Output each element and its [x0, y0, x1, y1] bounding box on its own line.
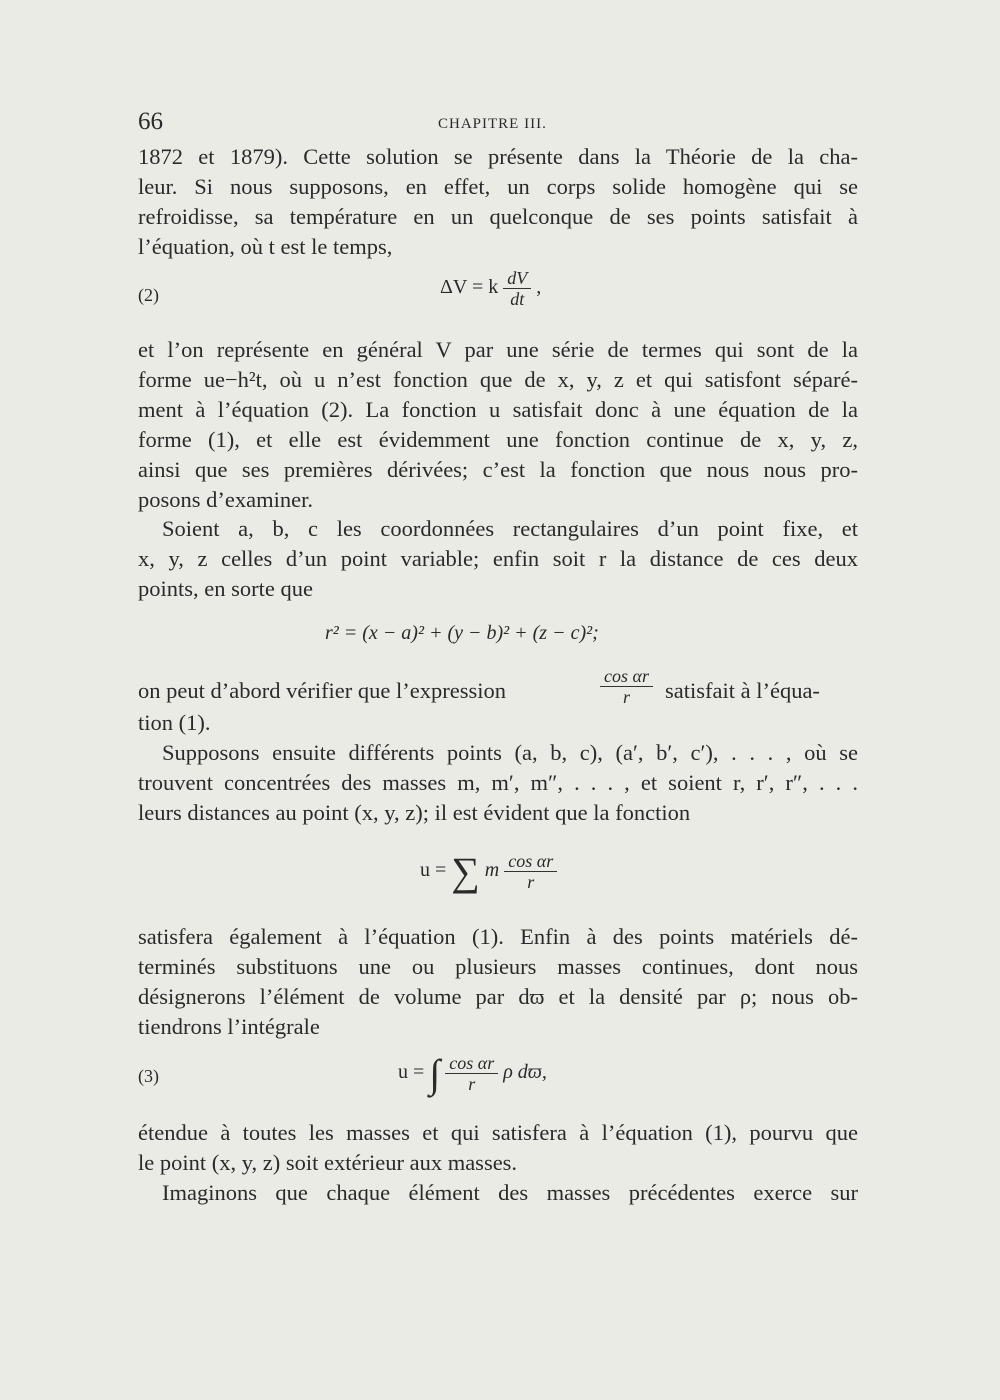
- equation-lhs: u =: [420, 859, 447, 882]
- text-line: Imaginons que chaque élément des masses précédentes exerce sur: [162, 1180, 858, 1205]
- fraction-numerator: cos αr: [600, 666, 653, 687]
- sum-sign: ∑: [451, 849, 480, 894]
- page-header: [138, 108, 860, 140]
- text-line: satisfera également à l’équation (1). Enfin à des points matériels dé-: [138, 924, 858, 949]
- fraction-denominator: r: [468, 1074, 476, 1094]
- fraction-denominator: r: [622, 687, 630, 707]
- fraction: [504, 851, 557, 892]
- fraction-numerator: cos αr: [445, 1053, 498, 1074]
- text-line: satisfait à l’équa-: [665, 678, 820, 703]
- equation-number: (2): [138, 285, 159, 305]
- text-line: on peut d’abord vérifier que l’expression: [138, 678, 506, 703]
- fraction-numerator: dV: [503, 268, 531, 289]
- text-line: Soient a, b, c les coordonnées rectangulaires d’un point fixe, et: [162, 516, 858, 541]
- text-line: Supposons ensuite différents points (a, b, c), (a′, b′, c′), . . . , où se: [162, 740, 858, 765]
- integral-sign: ∫: [429, 1051, 441, 1096]
- fraction: [503, 268, 531, 309]
- running-title: CHAPITRE III.: [438, 116, 547, 132]
- text-line: et l’on représente en général V par une série de termes qui sont de la: [138, 337, 858, 362]
- text-line: étendue à toutes les masses et qui satisfera à l’équation (1), pourvu que: [138, 1120, 858, 1145]
- text-line: le point (x, y, z) soit extérieur aux masses.: [138, 1150, 518, 1175]
- page-number: 66: [138, 108, 163, 135]
- equation-tail: ,: [536, 276, 542, 299]
- distance-equation: r² = (x − a)² + (y − b)² + (z − c)²;: [325, 622, 599, 644]
- sum-equation: [420, 848, 557, 895]
- text-line: tion (1).: [138, 710, 211, 735]
- fraction-denominator: r: [527, 872, 535, 892]
- text-line: forme (1), et elle est évidemment une fonction continue de x, y, z,: [138, 427, 858, 452]
- inline-expression: [600, 666, 653, 707]
- equation-lhs: u =: [398, 1061, 425, 1084]
- fraction: [600, 666, 653, 707]
- text-line: 1872 et 1879). Cette solution se présente dans la Théorie de la cha-: [138, 144, 858, 169]
- text-line: x, y, z celles d’un point variable; enfin soit r la distance de ces deux: [138, 546, 858, 571]
- text-line: leur. Si nous supposons, en effet, un corps solide homogène qui se: [138, 174, 858, 199]
- text-line: trouvent concentrées des masses m, m′, m″, . . . , et soient r, r′, r″, . . .: [138, 770, 858, 795]
- mass-symbol: m: [484, 859, 500, 882]
- equation-3: [398, 1050, 547, 1097]
- text-line: ainsi que ses premières dérivées; c’est la fonction que nous nous pro-: [138, 457, 858, 482]
- text-line: tiendrons l’intégrale: [138, 1014, 320, 1039]
- fraction: [445, 1053, 498, 1094]
- text-line: désignerons l’élément de volume par dϖ et la densité par ρ; nous ob-: [138, 984, 858, 1009]
- text-line: ment à l’équation (2). La fonction u satisfait donc à une équation de la: [138, 397, 858, 422]
- text-line: posons d’examiner.: [138, 487, 313, 512]
- text-line: forme ue−h²t, où u n’est fonction que de x, y, z et qui satisfont séparé-: [138, 367, 858, 392]
- text-line: refroidisse, sa température en un quelconque de ses points satisfait à: [138, 204, 858, 229]
- fraction-denominator: dt: [510, 289, 525, 309]
- text-line: leurs distances au point (x, y, z); il est évident que la fonction: [138, 800, 691, 825]
- equation-number: (3): [138, 1066, 159, 1086]
- text-line: l’équation, où t est le temps,: [138, 234, 393, 259]
- text-line: points, en sorte que: [138, 576, 313, 601]
- equation-tail: ρ dϖ,: [503, 1061, 547, 1084]
- fraction-numerator: cos αr: [504, 851, 557, 872]
- text-line: terminés substituons une ou plusieurs masses continues, dont nous: [138, 954, 858, 979]
- equation-2: [440, 268, 541, 309]
- equation-lhs: ΔV = k: [440, 276, 499, 299]
